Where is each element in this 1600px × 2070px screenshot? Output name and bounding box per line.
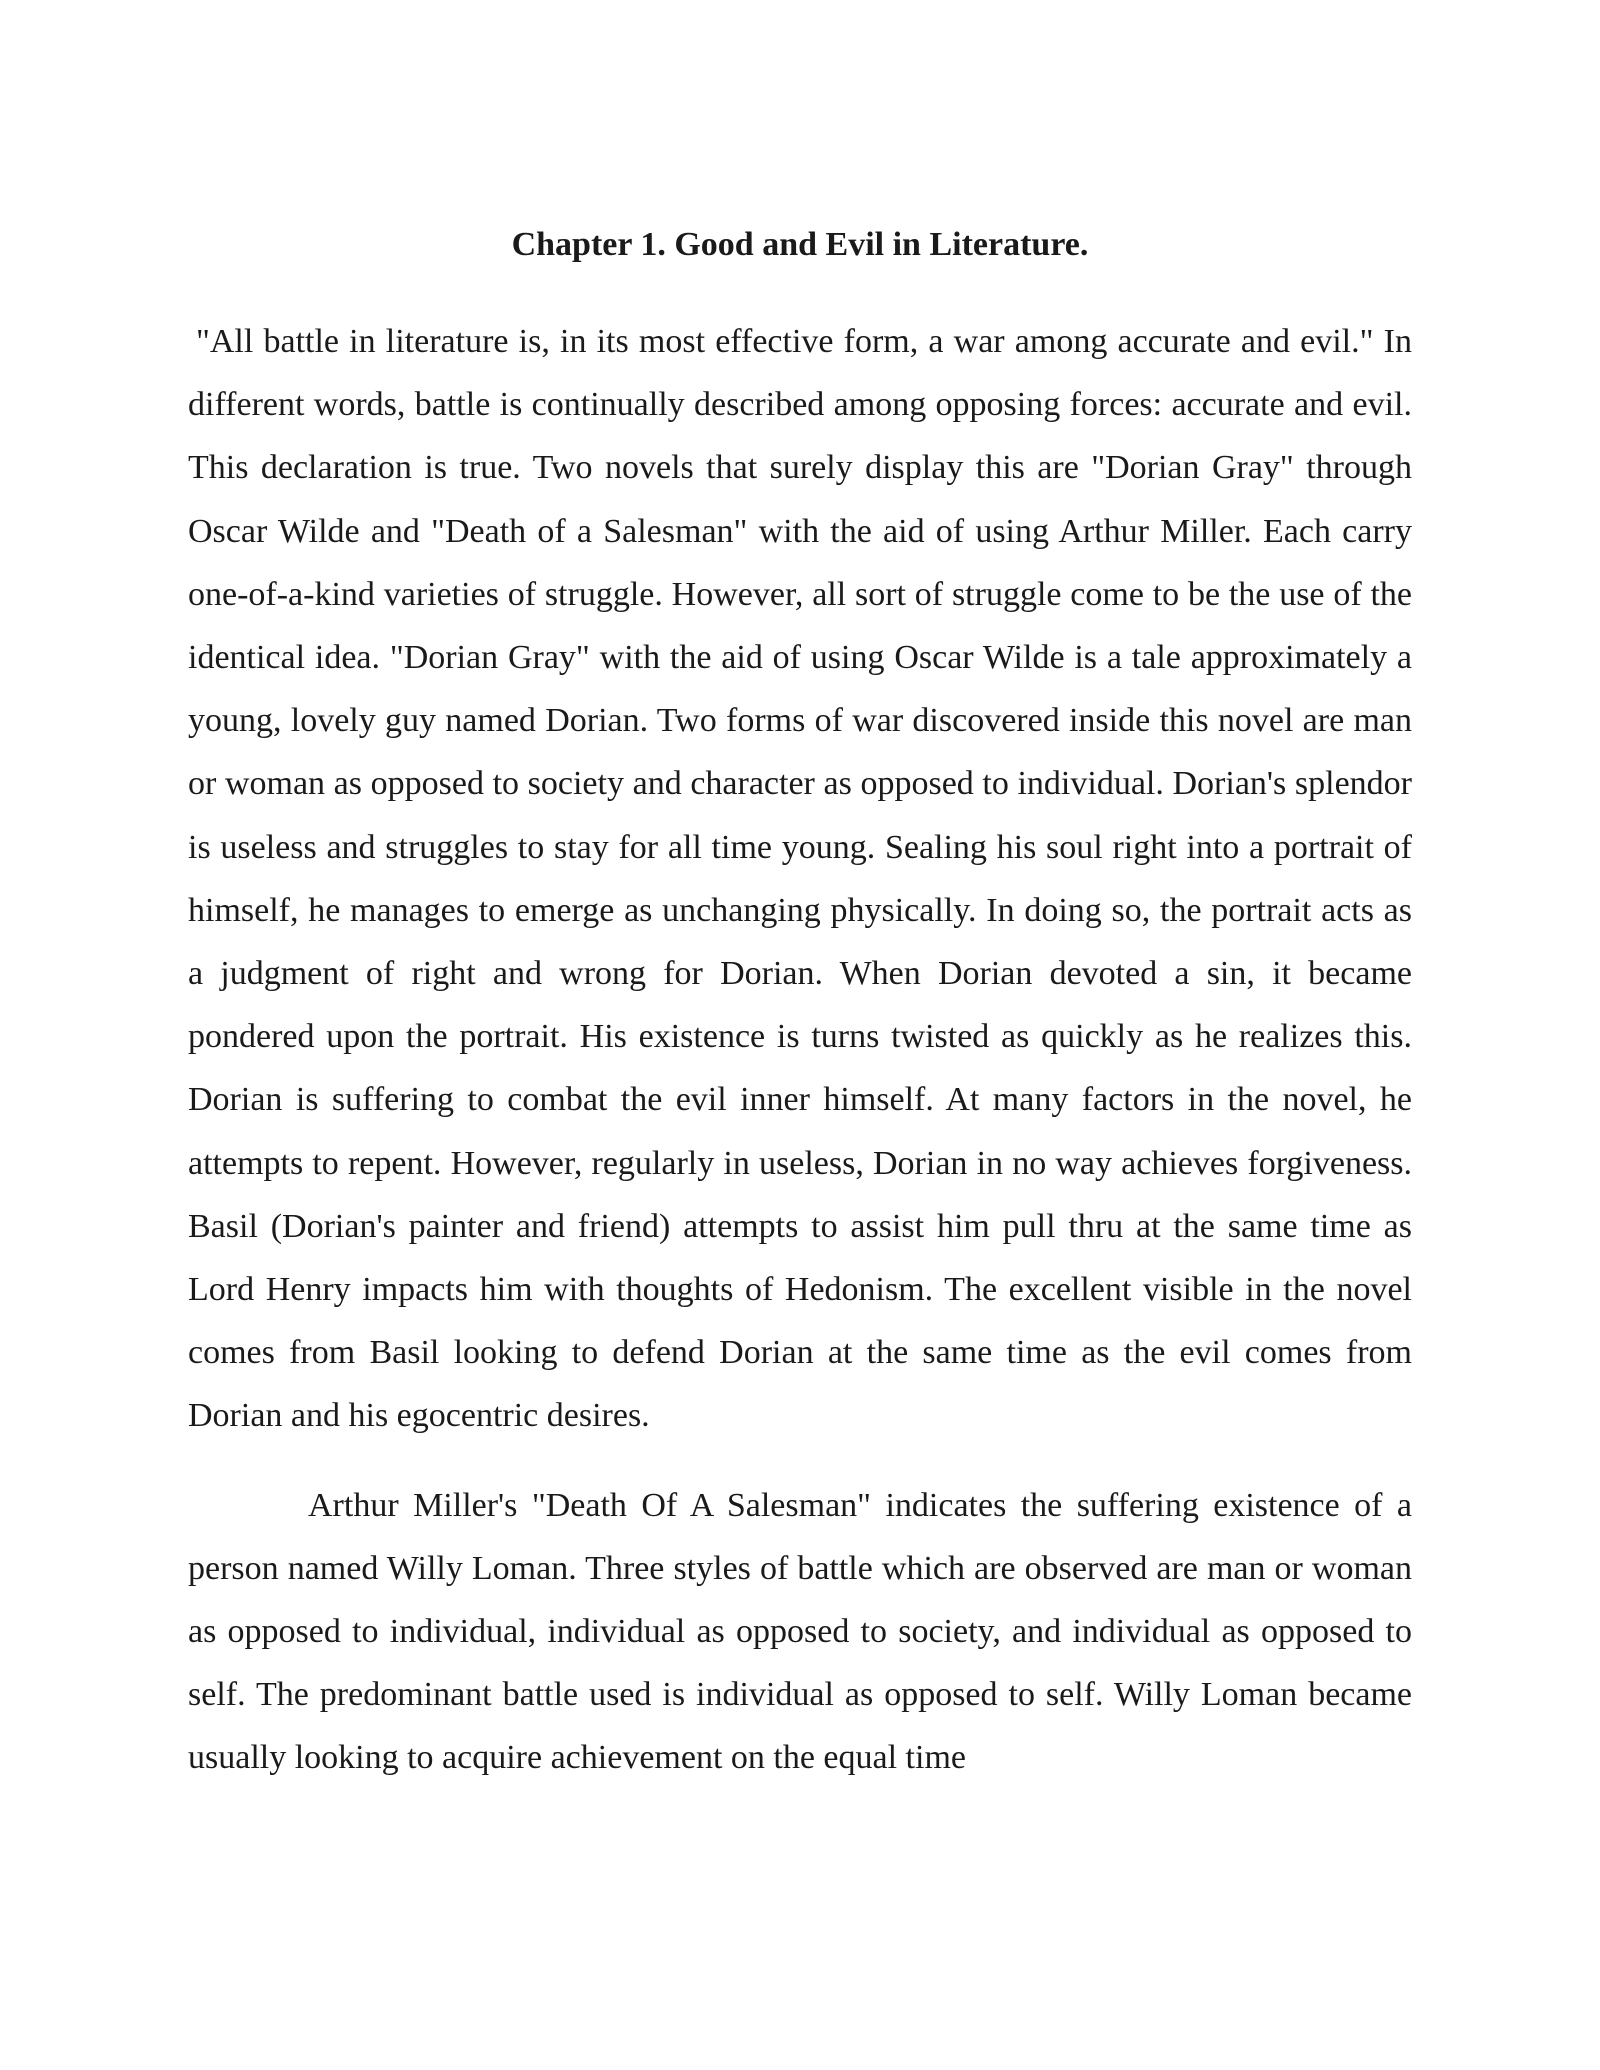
document-body <box>188 220 1412 1790</box>
chapter-title: Chapter 1. Good and Evil in Literature. <box>511 226 1089 263</box>
paragraph-2: Arthur Miller's "Death Of A Salesman" indicates the suffering existence of a person named Willy Loman. Three styles of battle which are observed are man or woman as opposed to individual, individual as opposed to society, and individual as opposed to self. The predominant battle used is individual as opposed to self. Willy Loman became usually looking to acquire achievement on the equal time <box>188 1486 1412 1777</box>
paragraph-1: "All battle in literature is, in its most effective form, a war among accurate and evil." In different words, battle is continually described among opposing forces: accurate and evil. This declaration is true. Two novels that surely display this are "Dorian Gray" through Oscar Wilde and "Death of a Salesman" with the aid of using Arthur Miller. Each carry one-of-a-kind varieties of struggle. However, all sort of struggle come to be the use of the identical idea. "Dorian Gray" with the aid of using Oscar Wilde is a tale approximately a young, lovely guy named Dorian. Two forms of war discovered inside this novel are man or woman as opposed to society and character as opposed to individual. Dorian's splendor is useless and struggles to stay for all time young. Sealing his soul right into a portrait of himself, he manages to emerge as unchanging physically. In doing so, the portrait acts as a judgment of right and wrong for Dorian. When Dorian devoted a sin, it became pondered upon the portrait. His existence is turns twisted as quickly as he realizes this. Dorian is suffering to combat the evil inner himself. At many factors in the novel, he attempts to repent. However, regularly in useless, Dorian in no way achieves forgiveness. Basil (Dorian's painter and friend) attempts to assist him pull thru at the same time as Lord Henry impacts him with thoughts of Hedonism. The excellent visible in the novel comes from Basil looking to defend Dorian at the same time as the evil comes from Dorian and his egocentric desires. <box>188 323 1412 1435</box>
